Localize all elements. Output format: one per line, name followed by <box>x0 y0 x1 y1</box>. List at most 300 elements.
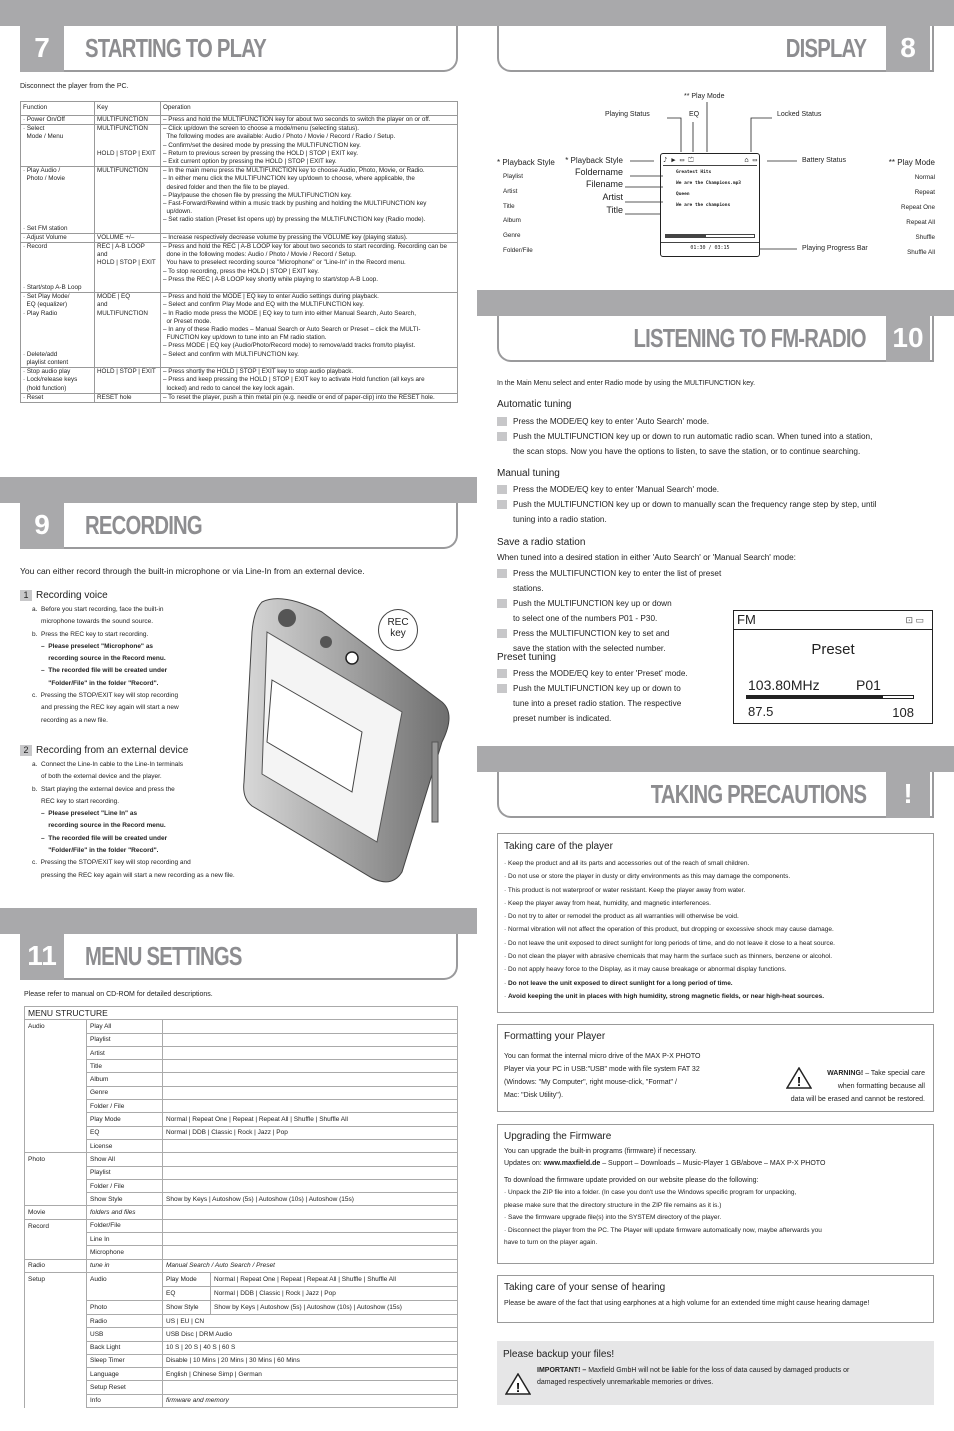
menu-row <box>25 1060 458 1073</box>
menu-cell <box>25 1328 87 1341</box>
care-item: · Do not leave the unit exposed to direct sunlight for a long period of time. <box>504 979 733 987</box>
table-cell: · Reset <box>21 393 95 402</box>
menu-row <box>25 1020 458 1033</box>
mid-label-column <box>557 156 623 216</box>
menu-row <box>25 1381 458 1394</box>
step-number: 1 <box>20 590 32 601</box>
care-item: · Keep the player away from heat, humidity, and magnetic interferences. <box>504 899 711 907</box>
menu-cell: Setup Reset <box>87 1381 163 1394</box>
section-8-header <box>497 26 934 72</box>
care-text: Normal vibration will not affect the operation of this product, but dropping or excessive shock may cause damage. <box>507 926 834 934</box>
menu-cell <box>163 1086 458 1099</box>
menu-cell: Normal | DDB | Classic | Rock | Jazz | Pop <box>163 1126 458 1139</box>
external-line: REC key to start recording. <box>32 797 120 805</box>
screen-line: We are the Champions.mp3 <box>676 181 742 186</box>
menu-cell <box>163 1368 458 1381</box>
menu-cell <box>25 1233 87 1246</box>
menu-cell <box>163 1246 458 1259</box>
table-row <box>21 293 458 368</box>
menu-row <box>25 1166 458 1179</box>
care-text: Do not clean the player with abrasive chemicals that may harm the surface such as thinners, benzene or alcohol. <box>507 953 833 961</box>
menu-cell <box>25 1166 87 1179</box>
menu-cell: Folder / File <box>87 1100 163 1113</box>
warning-bold: WARNING! <box>827 1070 864 1077</box>
voice-line: – The recorded file will be created under <box>32 667 168 675</box>
section-10-number: 10 <box>886 314 930 362</box>
table-cell: VOLUME +/– <box>95 233 161 242</box>
recording-intro: You can either record through the built-in microphone or via Line-In from an external device. <box>20 566 365 576</box>
firmware-line: – Support – Downloads – Music-Player 1 GB/above – MAX P-X PHOTO <box>600 1160 826 1167</box>
warning-icon <box>505 1373 531 1395</box>
section-8-title: DISPLAY <box>785 33 866 63</box>
voice-line: recording as a new file. <box>32 716 108 724</box>
section-9-number: 9 <box>20 501 64 549</box>
menu-cell: Show by Keys | Autoshow (5s) | Autoshow (10s) | Autoshow (15s) <box>163 1193 458 1206</box>
section-precautions-number: ! <box>886 770 930 818</box>
care-text: Do not leave the unit exposed to direct sunlight for a long period of time. <box>507 979 733 987</box>
external-line: c. Pressing the STOP/EXIT key will stop recording and <box>32 859 191 867</box>
menu-row <box>25 1368 458 1381</box>
care-text: Do not leave the unit exposed to direct sunlight for long periods of time, and do not leave it close to a heat source. <box>507 939 835 947</box>
care-title: Taking care of the player <box>504 841 613 852</box>
menu-cell <box>25 1341 87 1354</box>
menu-row <box>25 1233 458 1246</box>
care-text: This product is not waterproof or water resistant. Keep the player away from water. <box>507 886 746 894</box>
menu-cell <box>25 1193 87 1206</box>
display-right-label: Shuffle <box>915 234 935 241</box>
menu-cell <box>25 1300 87 1314</box>
table-cell: – Press shortly the HOLD | STOP | EXIT key to stop audio playback. – Press and keep pressing the HOLD | STOP | EXIT key to activate Hold function (all keys are locked) and redo to cancel the key lock again. <box>161 368 458 394</box>
menu-row <box>25 1394 458 1407</box>
lcd-tuning-fill <box>747 696 883 698</box>
care-box <box>497 833 934 1013</box>
svg-text:!: ! <box>796 1074 802 1089</box>
menu-cell <box>163 1060 458 1073</box>
format-line: You can format the internal micro drive of the MAX P-X PHOTO <box>504 1053 701 1060</box>
auto-tuning-title: Automatic tuning <box>497 399 572 410</box>
external-line: "Folder/File" in the folder "Record". <box>32 847 159 855</box>
lcd-freq: 103.80MHz <box>748 677 820 693</box>
external-line: b. Start playing the external device and press the <box>32 785 175 793</box>
step-text: tuning into a radio station. <box>513 515 607 524</box>
voice-line: – Please preselect "Microphone" as <box>32 642 154 650</box>
menu-cell <box>163 1100 458 1113</box>
menu-subcell: 10 S | 20 S | 40 S | 60 S <box>166 1344 236 1352</box>
table-header: Operation <box>161 102 458 116</box>
manual-tuning-steps <box>497 482 937 527</box>
menu-row <box>25 1206 458 1219</box>
menu-row <box>25 1126 458 1139</box>
table-cell: MULTIFUNCTION <box>95 116 161 125</box>
menu-row <box>25 1286 458 1300</box>
menu-cell <box>163 1139 458 1152</box>
menu-structure-table <box>24 1006 458 1408</box>
table-cell: · Stop audio play · Lock/release keys (hold function) <box>21 368 95 394</box>
section-9-title: RECORDING <box>85 510 202 540</box>
menu-cell <box>163 1286 458 1300</box>
firmware-line: You can upgrade the built-in programs (firmware) if necessary. <box>504 1148 697 1155</box>
menu-cell <box>25 1086 87 1099</box>
step-text: Press the MODE/EQ key to enter 'Manual Search' mode. <box>513 485 720 494</box>
menu-cell <box>25 1046 87 1059</box>
backup-text: damaged respectively unremarkable memories or drives. <box>537 1379 714 1386</box>
firmware-step: · Save the firmware upgrade file(s) into the SYSTEM directory of the player. <box>504 1214 722 1221</box>
menu-cell: Back Light <box>87 1341 163 1354</box>
menu-intro: Please refer to manual on CD-ROM for detailed descriptions. <box>24 991 213 998</box>
display-right-label: Repeat One <box>901 204 935 211</box>
external-line: – The recorded file will be created under <box>32 834 168 842</box>
care-item: · Do not apply heavy force to the Display, as it may cause breakage or abnormal display functions. <box>504 966 787 974</box>
care-text: Keep the player away from heat, humidity, and magnetic interferences. <box>507 899 711 907</box>
menu-cell: Photo <box>87 1300 163 1314</box>
section-11-title: MENU SETTINGS <box>85 941 242 971</box>
table-cell: – To reset the player, push a thin metal pin (e.g. needle or end of paper-clip) into the RESET hole. <box>161 393 458 402</box>
lcd-preset: Preset <box>811 641 855 658</box>
lcd-preset-num: P01 <box>856 677 881 693</box>
table-cell: – In the main menu press the MULTIFUNCTION key to choose Audio, Photo, Movie, or Radio. – In either menu click the MULTIFUNCTION key up/down to choose, where applicable, the desired folder and then the file to be played. – Play/pause the chosen file by pressing the MULTIFUNCTION key. – Fast-Forward/Rewind within a music track by pushing and holding the MULTIFUNCTION key up/down. – Set radio station (Preset list opens up) by pressing the MULTIFUNCTION key (Radio mode). <box>161 167 458 234</box>
external-line: recording source in the Record menu. <box>32 822 166 830</box>
format-title: Formatting your Player <box>504 1031 606 1042</box>
table-row <box>21 368 458 394</box>
function-table <box>20 101 458 403</box>
auto-tuning-steps <box>497 414 937 459</box>
step-text: Press the MULTIFUNCTION key to enter the list of preset stations. <box>513 569 722 593</box>
menu-cell <box>163 1354 458 1367</box>
firmware-step <box>504 1237 927 1250</box>
backup-title: Please backup your files! <box>503 1349 615 1360</box>
hearing-text: Please be aware of the fact that using earphones at a high volume for an extended time might cause hearing damage! <box>504 1300 870 1307</box>
firmware-text: Disconnect the player from the PC. The Player will update firmware automatically now, maybe afterwards you <box>507 1226 822 1234</box>
menu-cell: Album <box>87 1073 163 1086</box>
menu-cell: Playlist <box>87 1166 163 1179</box>
save-station-title: Save a radio station <box>497 537 586 548</box>
menu-cell: Manual Search / Auto Search / Preset <box>163 1259 458 1272</box>
menu-subcell: Show Style <box>163 1301 211 1314</box>
menu-row <box>25 1246 458 1259</box>
care-item: · Do not clean the player with abrasive chemicals that may harm the surface such as thinners, benzene or alcohol. <box>504 953 833 961</box>
mid-label: Foldername <box>574 167 623 177</box>
menu-cell: Playlist <box>87 1033 163 1046</box>
menu-subcell: Normal | DDB | Classic | Rock | Jazz | Pop <box>214 1289 336 1297</box>
menu-subcell: US | EU | CN <box>166 1317 205 1325</box>
care-item: · Avoid keeping the unit in places with high humidity, strong magnetic fields, or near high-heat sources. <box>504 992 824 1000</box>
display-left-label: Title <box>503 202 515 210</box>
menu-cell <box>163 1166 458 1179</box>
menu-cell: Radio <box>87 1314 163 1327</box>
lcd-max: 108 <box>892 705 914 720</box>
menu-cell <box>25 1100 87 1113</box>
step-text: Press the MULTIFUNCTION key to set and <box>513 629 670 638</box>
manual-tuning-title: Manual tuning <box>497 468 560 479</box>
section-8-number: 8 <box>886 24 930 72</box>
radio-lcd <box>733 610 933 724</box>
menu-row <box>25 1139 458 1152</box>
voice-line: recording source in the Record menu. <box>32 655 166 663</box>
firmware-text: have to turn on the player again. <box>504 1239 598 1246</box>
mid-label: Artist <box>602 192 623 202</box>
format-line: (Windows: "My Computer", right mouse-click, "Format" / <box>504 1079 677 1086</box>
table-cell: REC | A-B LOOP and HOLD | STOP | EXIT <box>95 243 161 293</box>
step-text: Push the MULTIFUNCTION key up or down to run automatic radio scan. When tuned into a station, <box>513 432 873 441</box>
menu-cell <box>163 1073 458 1086</box>
table-cell: – Press and hold the REC | A-B LOOP key for about two seconds to start recording. Recording can be done in the following modes: Audio / Photo / Movie / Record / Setup. You have to preselect recording source "Microphone" or "Line-In" in the Record menu. – To stop recording, press the HOLD | STOP | EXIT key. – Press the REC | A-B LOOP key shortly while playing to start/stop A-B Loop. <box>161 243 458 293</box>
display-right-label: Repeat <box>914 189 935 196</box>
display-left-label: Playlist <box>503 173 523 180</box>
step-text: Push the MULTIFUNCTION key up or down to <box>513 684 681 693</box>
step-text: Push the MULTIFUNCTION key up or down to manually scan the frequency range step by step, until <box>513 500 877 509</box>
menu-cell <box>163 1381 458 1394</box>
menu-row <box>25 1354 458 1367</box>
menu-cell: tune in <box>87 1259 163 1272</box>
voice-title: Recording voice <box>36 590 108 601</box>
table-cell: · Power On/Off <box>21 116 95 125</box>
screen-time: 01:30 / 03:15 <box>661 242 759 251</box>
menu-cell: Setup <box>25 1272 87 1286</box>
lcd-fm: FM <box>737 612 756 627</box>
menu-subcell: firmware and memory <box>166 1397 229 1405</box>
menu-cell <box>25 1179 87 1192</box>
voice-line: and pressing the REC key again will start a new <box>32 704 179 712</box>
table-cell: MULTIFUNCTION HOLD | STOP | EXIT <box>95 125 161 167</box>
menu-cell: Sleep Timer <box>87 1354 163 1367</box>
menu-row <box>25 1179 458 1192</box>
menu-cell <box>25 1060 87 1073</box>
menu-cell: Info <box>87 1394 163 1407</box>
menu-row <box>25 1113 458 1126</box>
menu-cell <box>163 1300 458 1314</box>
save-steps <box>497 566 727 656</box>
menu-row <box>25 1100 458 1113</box>
menu-row <box>25 1046 458 1059</box>
step-text: tune into a preset radio station. The respective <box>513 699 682 708</box>
external-line: of both the external device and the player. <box>32 773 162 781</box>
mid-label: Title <box>606 205 623 215</box>
voice-line: c. Pressing the STOP/EXIT key will stop recording <box>32 692 179 700</box>
menu-row <box>25 1328 458 1341</box>
table-cell: – Press and hold the MODE | EQ key to enter Audio settings during playback. – Select and confirm Play Mode and EQ with the MULTIFUNCTION key. – In Radio mode press the MODE | EQ key to turn into either Manual Search, Auto Search, or Preset mode. – In any of these Radio modes – Manual Search or Auto Search or Preset – click the MULTI- FUNCTION key up/down to tune into an FM radio station. – Press MODE | EQ key (Audio/Photo/Record mode) to remove/add tracks from/to playlist. – Select and confirm with MULTIFUNCTION key. <box>161 293 458 368</box>
care-item: · Normal vibration will not affect the operation of this product, but dropping or excessive shock may cause damage. <box>504 926 834 934</box>
start-intro: Disconnect the player from the PC. <box>20 83 129 90</box>
table-row <box>21 116 458 125</box>
menu-cell: folders and files <box>87 1206 163 1219</box>
care-item: · This product is not waterproof or water resistant. Keep the player away from water. <box>504 886 746 894</box>
firmware-step <box>504 1200 927 1213</box>
mid-label: Filename <box>585 179 623 189</box>
firmware-box <box>497 1124 934 1264</box>
menu-cell: Title <box>87 1060 163 1073</box>
menu-cell: EQ <box>87 1126 163 1139</box>
playing-status-label: Playing Status <box>605 111 650 118</box>
care-text: Keep the product and all its parts and accessories out of the reach of small children. <box>507 860 750 867</box>
menu-cell <box>25 1126 87 1139</box>
battery-status-label: Battery Status <box>802 157 846 164</box>
menu-subcell: Play Mode <box>163 1273 211 1286</box>
voice-line: "Folder/File" in the folder "Record". <box>32 679 159 687</box>
menu-cell: License <box>87 1139 163 1152</box>
voice-line: a. Before you start recording, face the built-in <box>32 606 164 613</box>
care-item: · Do not use or store the player in dusty or dirty environments as this may damage the components. <box>504 873 791 881</box>
lock-battery-icons: ⌂ ▭ <box>744 156 757 164</box>
website-link[interactable]: www.maxfield.de <box>543 1160 601 1167</box>
firmware-line: To download the firmware update provided on our website please do the following: <box>504 1177 759 1184</box>
section-11-number: 11 <box>20 932 64 980</box>
menu-cell <box>25 1314 87 1327</box>
menu-row <box>25 1314 458 1327</box>
table-cell: HOLD | STOP | EXIT <box>95 368 161 394</box>
table-cell: – Increase respectively decrease volume by pressing the VOLUME key (playing status). <box>161 233 458 242</box>
backup-text: Maxfield GmbH will not be liable for the loss of data caused by damaged products or <box>586 1367 850 1374</box>
menu-cell: Folder/File <box>87 1219 163 1232</box>
player-illustration <box>242 592 462 892</box>
menu-cell <box>25 1246 87 1259</box>
menu-cell <box>163 1341 458 1354</box>
section-7-number: 7 <box>20 24 64 72</box>
voice-line: b. Press the REC key to start recording. <box>32 630 149 638</box>
step-text: save the station with the selected number. <box>513 644 666 653</box>
menu-cell <box>25 1354 87 1367</box>
table-cell: · Set Play Mode/ EQ (equalizer) · Play Radio · Delete/add playlist content <box>21 293 95 368</box>
display-left-label: Folder/File <box>503 246 533 254</box>
menu-subcell: Show by Keys | Autoshow (5s) | Autoshow (10s) | Autoshow (15s) <box>214 1303 402 1311</box>
firmware-text: Save the firmware upgrade file(s) into the SYSTEM directory of the player. <box>507 1214 722 1221</box>
menu-cell <box>87 1286 163 1300</box>
table-row <box>21 243 458 293</box>
step-text: preset number is indicated. <box>513 714 612 723</box>
menu-subcell: Normal | Repeat One | Repeat | Repeat All | Shuffle | Shuffle All <box>214 1275 396 1283</box>
menu-subcell: English | Chinese Simp | German <box>166 1370 262 1378</box>
menu-row <box>25 1193 458 1206</box>
menu-cell <box>163 1033 458 1046</box>
table-header: Function <box>21 102 95 116</box>
menu-row <box>25 1341 458 1354</box>
menu-cell: Record <box>25 1219 87 1232</box>
backup-box <box>497 1341 934 1405</box>
table-cell: RESET hole <box>95 393 161 402</box>
firmware-step: · Disconnect the player from the PC. The Player will update firmware automatically now, maybe afterwards you <box>504 1226 822 1234</box>
care-text: Do not try to alter or remodel the product as all warranties will otherwise be void. <box>507 913 739 921</box>
menu-row <box>25 1033 458 1046</box>
menu-cell: Artist <box>87 1046 163 1059</box>
menu-cell: Play All <box>87 1020 163 1033</box>
menu-cell: Microphone <box>87 1246 163 1259</box>
display-right-label: Normal <box>914 174 935 181</box>
step-text: Press the MODE/EQ key to enter 'Preset' mode. <box>513 669 688 678</box>
display-right-label: Shuffle All <box>907 249 935 256</box>
lcd-tuning-bar <box>746 695 914 699</box>
screen-status-row <box>663 156 757 166</box>
eq-label: EQ <box>689 111 700 118</box>
rec-key-callout: REC key <box>378 609 418 651</box>
menu-cell: Language <box>87 1368 163 1381</box>
step-text: Press the MODE/EQ key to enter 'Auto Search' mode. <box>513 417 710 426</box>
menu-row <box>25 1153 458 1166</box>
save-intro: When tuned into a desired station in either 'Auto Search' or 'Manual Search' mode: <box>497 553 796 562</box>
hearing-title: Taking care of your sense of hearing <box>504 1282 666 1293</box>
preset-steps <box>497 666 727 726</box>
display-diagram <box>497 88 937 263</box>
menu-cell <box>163 1153 458 1166</box>
section-7-title: STARTING TO PLAY <box>85 33 266 63</box>
care-text: Avoid keeping the unit in places with high humidity, strong magnetic fields, or near high-heat sources. <box>507 992 824 1000</box>
menu-cell: Audio <box>87 1272 163 1286</box>
svg-text:!: ! <box>515 1380 521 1395</box>
lcd-icons: ⊡ ▭ <box>905 615 924 625</box>
step-number: 2 <box>20 745 32 756</box>
display-left-label: Artist <box>503 187 518 195</box>
menu-row <box>25 1272 458 1286</box>
preset-tuning-title: Preset tuning <box>497 652 556 663</box>
status-icons: ♪ ▶ ▭ ⏍ <box>663 156 694 164</box>
external-line: a. Connect the Line-In cable to the Line-In terminals <box>32 761 184 768</box>
table-cell: – Click up/down the screen to choose a mode/menu (selecting status). The following modes are available: Audio / Photo / Movie / Record / Radio / Setup. – Confirm/set the desired mode by pressing the MULTIFUNCTION key. – Return to previous screen by pressing the HOLD | STOP | EXIT key. – Exit current option by pressing the HOLD | STOP | EXIT key. <box>161 125 458 167</box>
firmware-text: Unpack the ZIP file into a folder. (In case you don't use the Windows specific program for unpacking, <box>507 1189 797 1196</box>
voice-line: microphone towards the sound source. <box>32 618 154 626</box>
menu-header: MENU STRUCTURE <box>25 1007 458 1020</box>
hearing-box <box>497 1275 934 1323</box>
table-cell: · Select Mode / Menu <box>21 125 95 167</box>
menu-cell: Show Style <box>87 1193 163 1206</box>
screen-progress <box>665 234 755 238</box>
menu-cell <box>163 1179 458 1192</box>
menu-subcell: Disable | 10 Mins | 20 Mins | 30 Mins | 60 Mins <box>166 1357 300 1365</box>
right-label-column <box>865 156 935 260</box>
table-header: Key <box>95 102 161 116</box>
care-text: Do not apply heavy force to the Display, as it may cause breakage or abnormal display functions. <box>507 966 787 974</box>
menu-cell: USB <box>87 1328 163 1341</box>
menu-row <box>25 1073 458 1086</box>
external-line: pressing the REC key again will start a new recording as a new file. <box>32 871 235 879</box>
menu-cell: Genre <box>87 1086 163 1099</box>
display-right-label: Repeat All <box>906 219 935 226</box>
menu-cell <box>163 1314 458 1327</box>
menu-row <box>25 1259 458 1272</box>
menu-cell: Photo <box>25 1153 87 1166</box>
menu-cell <box>25 1381 87 1394</box>
menu-cell <box>163 1272 458 1286</box>
player-screen <box>660 153 760 257</box>
table-cell: MODE | EQ and MULTIFUNCTION <box>95 293 161 368</box>
format-line: Mac: "Disk Utility"). <box>504 1092 564 1099</box>
menu-cell <box>25 1113 87 1126</box>
menu-cell <box>25 1368 87 1381</box>
step-text: Push the MULTIFUNCTION key up or down <box>513 599 672 608</box>
format-line: Player via your PC in USB:"USB" mode with file system FAT 32 <box>504 1066 700 1073</box>
care-item: · Keep the product and all its parts and accessories out of the reach of small children. <box>504 860 750 867</box>
table-row <box>21 125 458 167</box>
warning-text: when formatting because all <box>837 1083 925 1090</box>
section-precautions-title: TAKING PRECAUTIONS <box>650 779 866 809</box>
display-left-label: Album <box>503 217 521 225</box>
menu-cell: Radio <box>25 1259 87 1272</box>
locked-status-label: Locked Status <box>777 111 822 118</box>
menu-cell: Audio <box>25 1020 87 1033</box>
menu-cell <box>25 1073 87 1086</box>
firmware-line: Updates on: <box>504 1160 544 1167</box>
menu-cell <box>163 1046 458 1059</box>
menu-subcell: EQ <box>163 1287 211 1300</box>
menu-cell: Movie <box>25 1206 87 1219</box>
display-left-label: Genre <box>503 232 521 240</box>
step-text: the scan stops. Now you have the options to listen, to save the station, or to continue searching. <box>513 447 861 456</box>
menu-cell: Folder / File <box>87 1179 163 1192</box>
menu-cell <box>163 1219 458 1232</box>
lcd-min: 87.5 <box>748 704 774 719</box>
menu-cell <box>163 1328 458 1341</box>
display-right-label: ** Play Mode <box>888 158 935 167</box>
menu-cell <box>163 1233 458 1246</box>
care-item: · Do not leave the unit exposed to direct sunlight for long periods of time, and do not leave it close to a heat source. <box>504 939 835 947</box>
recording-voice <box>20 590 250 727</box>
